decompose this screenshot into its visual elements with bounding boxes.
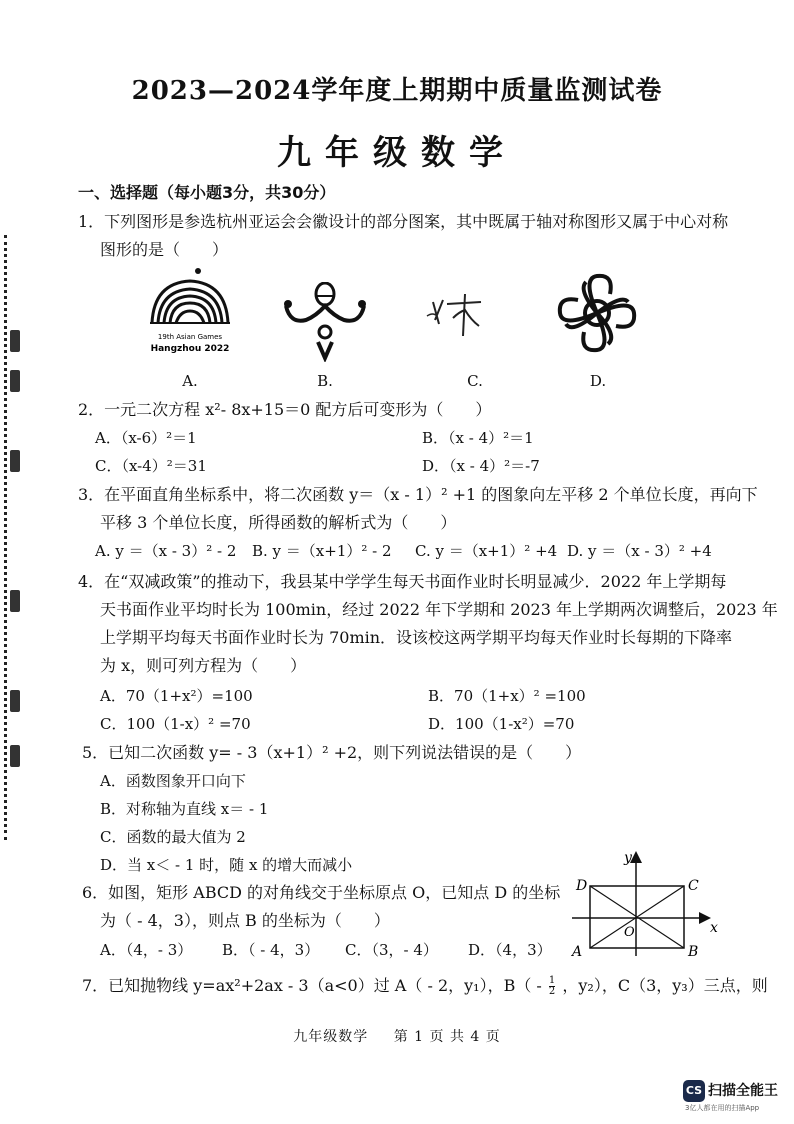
q4-stem-line1: 4．在“双减政策”的推动下，我县某中学学生每天书面作业时长明显减少．2022 年上学期每 xyxy=(78,572,727,591)
q1-caption-a: A. xyxy=(182,372,198,390)
q7-stem xyxy=(82,976,768,997)
q5-option-b: B．对称轴为直线 x＝ - 1 xyxy=(100,800,269,818)
q4-stem-line3: 上学期平均每天书面作业时长为 70min．设该校这两学期平均每天作业时长每期的下降率 xyxy=(100,628,733,647)
q2-option-b: B．（x - 4）²＝1 xyxy=(422,429,534,447)
q5-option-a: A．函数图象开口向下 xyxy=(100,772,246,790)
exam-subject: 九年级数学 xyxy=(277,133,517,173)
footer-page-number: 第 1 页 共 4 页 xyxy=(393,1029,501,1045)
emblem-c-script xyxy=(425,290,485,340)
q4-stem-line2: 天书面作业平均时长为 100min，经过 2022 年下学期和 2023 年上学期两次调整后，2023 年 xyxy=(100,600,778,619)
q6-option-d: D．（4，3） xyxy=(468,941,552,959)
emblem-a-asian-games-logo xyxy=(140,265,240,360)
q3-option-c: C. y ＝（x+1）² +4 xyxy=(415,542,558,560)
q4-option-d: D．100（1-x²）=70 xyxy=(428,715,575,733)
binding-mark xyxy=(10,370,20,392)
label-o: O xyxy=(624,925,635,940)
page-footer xyxy=(0,1026,794,1046)
q7-fraction-denominator: 2 xyxy=(548,986,556,997)
q7-fraction-numerator: 1 xyxy=(548,975,556,986)
label-b: B xyxy=(688,944,699,960)
q2-option-c: C．（x-4）²＝31 xyxy=(95,457,207,475)
q1-caption-d: D. xyxy=(589,372,607,390)
q3-stem-line2: 平移 3 个单位长度，所得函数的解析式为（ ） xyxy=(100,513,457,532)
q2-option-d: D．（x - 4）²＝-7 xyxy=(422,457,540,475)
emblem-d-knot xyxy=(552,268,642,358)
q7-fraction xyxy=(549,976,555,997)
svg-text:Hangzhou 2022: Hangzhou 2022 xyxy=(150,344,230,354)
binding-mark xyxy=(10,330,20,352)
label-c: C xyxy=(688,878,699,894)
q2-stem: 2．一元二次方程 x²- 8x+15＝0 配方后可变形为（ ） xyxy=(78,400,492,419)
label-d: D xyxy=(576,878,588,894)
svg-text:19th Asian Games: 19th Asian Games xyxy=(157,333,223,341)
label-a: A xyxy=(572,944,583,960)
camscanner-logo: CS xyxy=(683,1080,705,1102)
q7-stem-part2: ，y₂），C（3，y₃）三点，则 xyxy=(562,976,768,995)
q3-stem-line1: 3．在平面直角坐标系中，将二次函数 y＝（x - 1）² +1 的图象向左平移 2 个单位长度，再向下 xyxy=(78,485,758,504)
q6-stem-line2: 为（ - 4，3），则点 B 的坐标为（ ） xyxy=(100,911,390,930)
q5-option-d: D．当 x＜ - 1 时，随 x 的增大而减小 xyxy=(100,856,353,874)
q4-option-c: C．100（1-x）² =70 xyxy=(100,715,251,733)
section-heading: 一、选择题（每小题3分，共30分） xyxy=(78,183,336,202)
q2-option-a: A．（x-6）²＝1 xyxy=(95,429,197,447)
q1-stem-line1: 1．下列图形是参选杭州亚运会会徽设计的部分图案，其中既属于轴对称图形又属于中心对称 xyxy=(78,212,729,231)
footer-subject: 九年级数学 xyxy=(293,1029,369,1045)
q4-stem-line4: 为 x，则可列方程为（ ） xyxy=(100,656,307,675)
binding-mark xyxy=(10,590,20,612)
q3-option-a: A. y ＝（x - 3）² - 2 xyxy=(95,542,237,560)
q3-option-b: B. y ＝（x+1）² - 2 xyxy=(252,542,392,560)
binding-mark xyxy=(10,690,20,712)
camscanner-tagline: 3亿人都在用的扫描App xyxy=(685,1104,760,1112)
camscanner-name: 扫描全能王 xyxy=(708,1083,778,1099)
emblem-b-figure xyxy=(280,282,370,362)
q6-option-b: B．（ - 4，3） xyxy=(222,941,320,959)
q4-option-b: B．70（1+x）² =100 xyxy=(428,687,586,705)
q3-option-d: D. y ＝（x - 3）² +4 xyxy=(567,542,712,560)
q1-stem-line2: 图形的是（ ） xyxy=(100,240,229,259)
q6-option-a: A．（4，- 3） xyxy=(100,941,193,959)
q1-caption-c: C. xyxy=(467,372,483,390)
q6-stem-line1: 6．如图，矩形 ABCD 的对角线交于坐标原点 O，已知点 D 的坐标 xyxy=(82,883,561,902)
q6-rectangle-figure xyxy=(568,848,728,960)
q5-stem: 5．已知二次函数 y= - 3（x+1）² +2，则下列说法错误的是（ ） xyxy=(82,743,582,762)
label-x: x xyxy=(710,920,718,936)
q7-stem-part1: 7．已知抛物线 y=ax²+2ax - 3（a<0）过 A（ - 2，y₁），B（ - xyxy=(82,976,542,995)
binding-mark xyxy=(10,450,20,472)
binding-mark xyxy=(10,745,20,767)
exam-title: 2023—2024学年度上期期中质量监测试卷 xyxy=(131,76,663,106)
q4-option-a: A．70（1+x²）=100 xyxy=(100,687,253,705)
q1-caption-b: B. xyxy=(317,372,333,390)
q5-option-c: C．函数的最大值为 2 xyxy=(100,828,246,846)
label-y: y xyxy=(624,850,632,866)
q6-option-c: C．（3，- 4） xyxy=(345,941,438,959)
